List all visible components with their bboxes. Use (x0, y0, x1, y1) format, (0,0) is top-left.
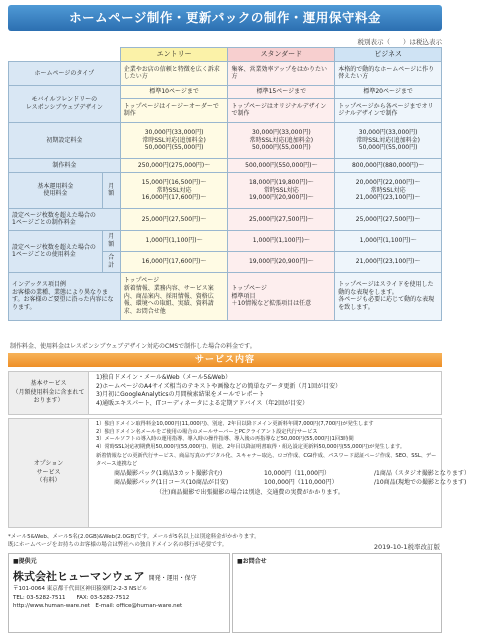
cell-standard: 19,000円(20,900円)〜 (228, 251, 335, 272)
row-production (9, 158, 442, 172)
plan-standard-header: スタンダード (228, 48, 335, 62)
row-sublabel: 合計 (102, 251, 120, 272)
cell-entry: 標準10ページまで (120, 85, 228, 98)
photo-pack-price: 100,000円（110,000円） (264, 478, 338, 486)
provider-box (8, 553, 230, 633)
table-corner (9, 48, 121, 62)
cell-business: トップページから各ページまでオリジナルデザインで制作 (335, 98, 442, 122)
page-title: ホームページ制作・更新パックの制作・運用保守料金 (8, 5, 442, 31)
cell-standard: 集客、営業効率アップをはかりたい方 (228, 61, 335, 85)
photo-pack-name: 商品撮影パック(1商品3カット撮影含む) (114, 470, 223, 478)
option-service-label: オプション サービス （有料） (9, 419, 89, 527)
row-label: 初期設定料金 (9, 122, 121, 158)
cell-entry: 15,000円(16,500円)〜 常時SSL対応 16,000円(17,600円)〜 (120, 172, 228, 208)
photo-pack-note: /10商品(現地での撮影となります) (374, 478, 467, 486)
cell-standard: トップページ 標準項目 ＋10情報など拡張項目は任意 (228, 272, 335, 320)
company-address: 〒101-0064 東京都千代田区神田猿楽町2-2-3 NSビル (13, 586, 148, 593)
company-name (13, 568, 225, 585)
plan-entry-header: エントリー (120, 48, 228, 62)
row-index (9, 272, 442, 320)
company-tagline: 開発・運用・保守 (148, 575, 197, 583)
option-service-list (93, 419, 470, 499)
row-type (9, 61, 442, 85)
cell-business: 25,000円(27,500円)〜 (335, 208, 442, 230)
photo-pack-row (96, 478, 467, 488)
row-initial (9, 122, 442, 158)
company-name-text: 株式会社ヒューマンウェア (13, 570, 145, 584)
list-item: 1）独自ドメイン取得料金10,000円(11,000円)、別途、2年目以降ドメイン更新料年間7,000円(7,700円)が発生します (96, 421, 374, 427)
cell-entry: 1,000円(1,100円)〜 (120, 230, 228, 251)
cell-business: 本格的で動的なホームページに作り替えたい方 (335, 61, 442, 85)
cell-standard: 1,000円(1,100円)〜 (228, 230, 335, 251)
cell-standard: 標準15ページまで (228, 85, 335, 98)
cell-entry: 企業やお店の信頼と特徴を広く訴求したい方 (120, 61, 228, 85)
list-item: 2）独自ドメイン名メールをご使用の場合のメールサーバーとPCクライアント設定代行サービス (96, 428, 318, 435)
basic-service-block (8, 371, 442, 415)
row-label: モバイルフレンドリーの レスポンシブウェブデザイン (9, 85, 121, 122)
photo-pack-name: 商品撮影パック(1日コース(10商品が目安) (114, 478, 229, 486)
row-label: 設定ページ枚数を超えた場合の1ページごとの使用料金 (9, 230, 103, 272)
photo-note: （注)商品撮影で出張撮影の場合は別途、交通費の実費がかかります。 (156, 488, 344, 496)
pricing-footnote: 制作料金、使用料金はレスポンシブウェブデザイン対応のCMSで制作した場合の料金です。 (10, 343, 256, 350)
cell-entry: 16,000円(17,600円)〜 (120, 251, 228, 272)
note-line: *メール5&Web、メール5名(2.0GB)&Web(2.0GB)です。メールが5名以上は別途料金がかかります。 (8, 534, 260, 540)
row-mobile-1 (9, 85, 442, 98)
row-sublabel: 月額 (102, 230, 120, 251)
cell-business: 30,000円(33,000円) 常時SSL対応(追加料金) 50,000円(55,000円) (335, 122, 442, 158)
cell-business: 1,000円(1,100円)〜 (335, 230, 442, 251)
list-item: 2)ホームページのA4サイズ相当のテキストや画像などの簡単なデータ更新（月1回が目安） (96, 382, 342, 390)
cell-entry: 30,000円(33,000円) 常時SSL対応(追加料金) 50,000円(55,000円) (120, 122, 228, 158)
company-web[interactable]: http://www.human-ware.net E-mail: office@human-ware.net (13, 603, 183, 610)
row-basic (9, 172, 442, 208)
row-over-production (9, 208, 442, 230)
row-over-use-1 (9, 230, 442, 251)
revision-label: 2019-10-1税率改訂版 (373, 543, 440, 551)
photo-pack-price: 10,000円（11,000円） (264, 470, 330, 478)
cell-entry: トップページ 新着情報、業務内容、サービス案内、商品案内、採用情報、資格広報、環境への取組、実績、資料請求、お問合せ他 (120, 272, 228, 320)
row-label: ホームページのタイプ (9, 61, 121, 85)
cell-business: 標準20ページまで (335, 85, 442, 98)
cell-standard: トップページはオリジナルデザインで制作 (228, 98, 335, 122)
cell-standard: 30,000円(33,000円) 常時SSL対応(追加料金) 50,000円(55,000円) (228, 122, 335, 158)
cell-entry: 250,000円(275,000円)〜 (120, 158, 228, 172)
basic-service-label: 基本サービス （月額使用料金に含まれております） (9, 372, 89, 414)
list-item: 3)月初にGoogleAnalyticsの月間検索結果をメールでレポート (96, 391, 265, 399)
company-phone: TEL: 03-5282-7511 FAX: 03-5282-7512 (13, 594, 130, 601)
list-item: 3）メールソフトの導入時の運用指導、導入時の操作指導、導入後の再指導など50,000円(55,000円)1回3時間 (96, 436, 354, 443)
cell-entry: 25,000円(27,500円)〜 (120, 208, 228, 230)
row-sublabel: 月額 (102, 172, 120, 208)
list-item: 4)通販エキスパート、ITコーディネータによる定期アドバイス（年2回が目安） (96, 400, 309, 408)
cell-standard: 25,000円(27,500円)〜 (228, 208, 335, 230)
cell-standard: 500,000円(550,000円)〜 (228, 158, 335, 172)
services-heading: サービス内容 (8, 353, 442, 367)
plan-header-row (9, 48, 442, 62)
cell-business: 21,000円(23,100円)〜 (335, 251, 442, 272)
tax-note: 税別表示（ ）は税込表示 (357, 38, 442, 46)
row-label: 制作料金 (9, 158, 121, 172)
list-item: 新着情報などの更新代行サービス、商品写真のデジタル化、スキャナー取込、ロゴ作成、CGI作成、パスワード認証ページ作成、SEO、SSL、データベース連携など (96, 453, 437, 467)
row-label: 設定ページ枚数を超えた場合の 1ページごとの制作料金 (9, 208, 121, 230)
photo-pack-row (96, 470, 470, 479)
list-item: 1)独自ドメイン・メール&Web（メール5&Web） (96, 374, 232, 381)
cell-business: トップページはスライドを使用した動的な表現をします。 各ページも必要に応じて動的な表現を致します。 (335, 272, 442, 320)
list-item: 4）常時SSL対応初期費用50,000円(55,000円)、別途、2年目以降証明書取得・組込設定更新料50,000円(55,000円)が発生します。 (96, 443, 406, 450)
basic-service-list (93, 372, 441, 411)
contact-section-label: ■お問合せ (237, 558, 267, 565)
pricing-table (8, 47, 442, 321)
cell-entry: トップページはイージーオーダーで制作 (120, 98, 228, 122)
provider-section-label: ■提供元 (13, 558, 37, 565)
plan-business-header: ビジネス (335, 48, 442, 62)
cell-business: 20,000円(22,000円)〜 常時SSL対応 21,000円(23,100円)〜 (335, 172, 442, 208)
cell-business: 800,000円(880,000円)〜 (335, 158, 442, 172)
note-line: 既にホームページをお持ちのお客様の場合は弊社への独自ドメイン名の移行が必要です。 (8, 542, 228, 549)
photo-pack-note: /1商品（スタジオ撮影となります） (374, 470, 470, 478)
cell-standard: 18,000円(19,800円)〜 常時SSL対応 19,000円(20,900円)〜 (228, 172, 335, 208)
row-label: インデックス項目例 お客様の業種、業態により異なります。お客様のご要望に沿った内容になります。 (9, 272, 121, 320)
row-label: 基本運用料金 使用料金 (9, 172, 103, 208)
option-service-block (8, 418, 470, 528)
contact-box (232, 553, 442, 633)
